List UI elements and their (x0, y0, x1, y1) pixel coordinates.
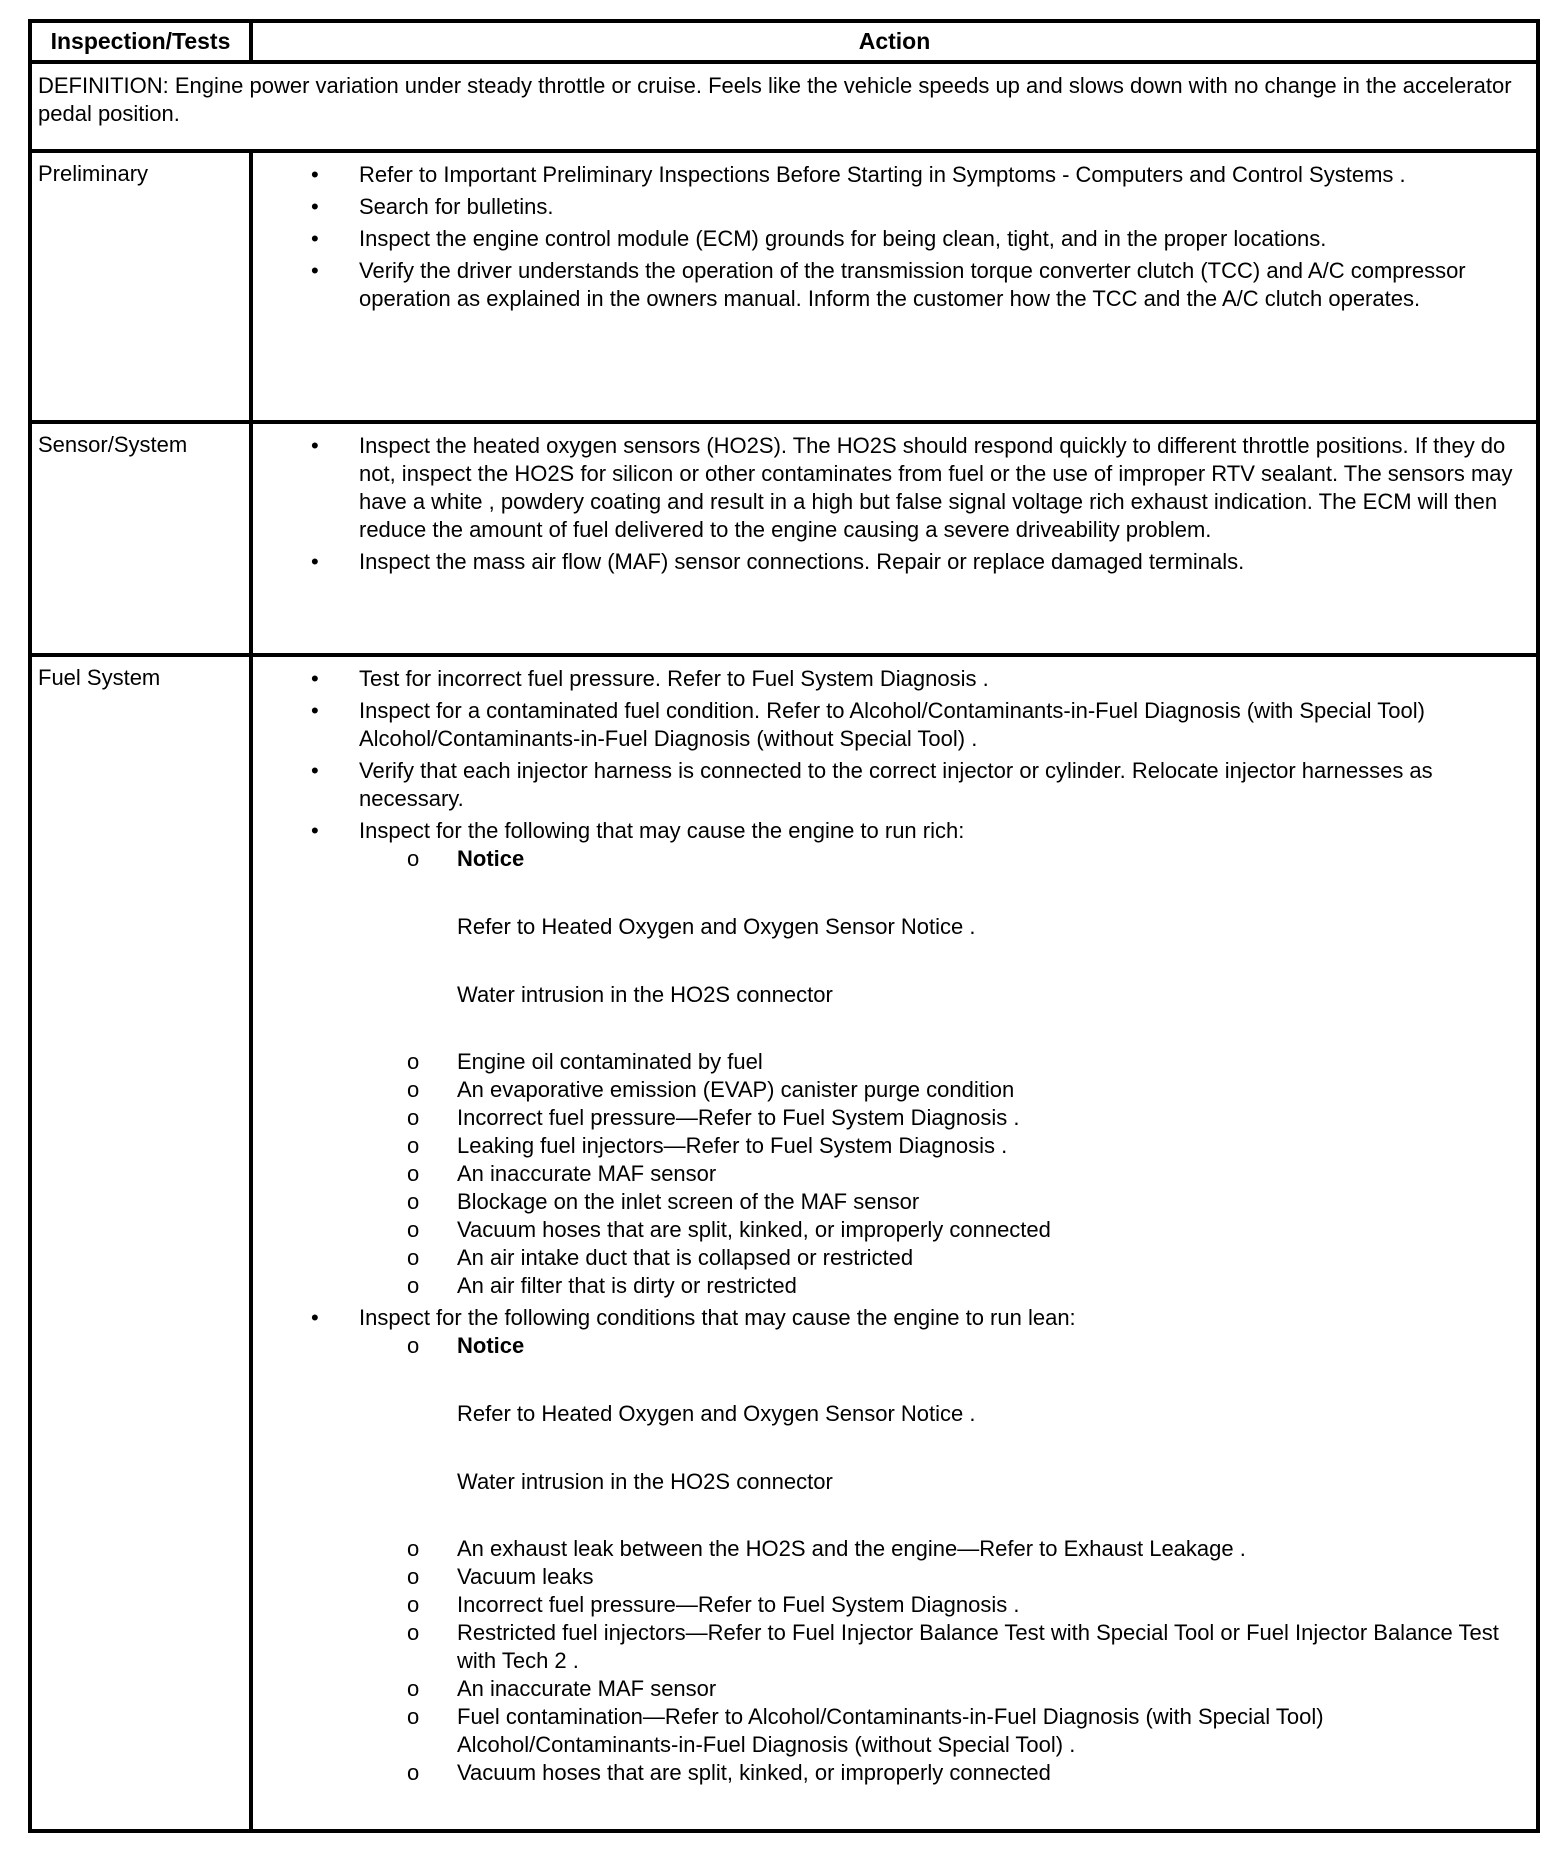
header-inspection-tests: Inspection/Tests (32, 23, 253, 60)
sub-item: o Fuel contamination—Refer to Alcohol/Contaminants-in-Fuel Diagnosis (with Special Tool) Alcohol/Contaminants-in-Fuel Diagnosis (without Special Tool) . (407, 1704, 1324, 1757)
sub-item: o An inaccurate MAF sensor (407, 1161, 717, 1186)
notice-title: Notice (457, 1333, 525, 1358)
list-item-rich: • Inspect for the following that may cause the engine to run rich: o Notice Refer to Heated Oxygen and Oxygen Sensor Notice . Water intrusion in the HO2S connector o Engine oil contaminated by fuel o An evaporative emission (EVAP) canister purge condition o Incorrect fuel pressure—Refer to Fuel System Diagnosis . o Leaking fuel injectors—Refer to Fuel System Diagnosis . o An inaccurate MAF sensor o Blockage on the inlet screen of the MAF sensor o Vacuum hoses that are split, kinked, or improperly connected o An air intake duct that is collapsed or restricted o An air filter that is dirty or restricted (253, 817, 1536, 1300)
notice-item (253, 845, 1530, 1009)
sub-item: o Incorrect fuel pressure—Refer to Fuel System Diagnosis . (407, 1592, 1020, 1617)
sub-item: o An air filter that is dirty or restricted (407, 1273, 797, 1298)
diagnostic-table (28, 19, 1540, 1833)
sub-item: o Vacuum hoses that are split, kinked, or improperly connected (407, 1217, 1051, 1242)
sub-item: o Vacuum leaks (407, 1564, 594, 1589)
bullet-icon: • (311, 162, 319, 187)
circle-bullet-icon: o (407, 1536, 420, 1561)
section-body (253, 424, 1536, 653)
list-item-lean: • Inspect for the following conditions that may cause the engine to run lean: o Notice Refer to Heated Oxygen and Oxygen Sensor Notice . Water intrusion in the HO2S connector o An exhaust leak between the HO2S and the engine—Refer to Exhaust Leakage . o Vacuum leaks o Incorrect fuel pressure—Refer to Fuel System Diagnosis . o Restricted fuel injectors—Refer to Fuel Injector Balance Test with Special Tool or Fuel Injector Balance Test with Tech 2 . o An inaccurate MAF sensor o Fuel contamination—Refer to Alcohol/Contaminants-in-Fuel Diagnosis (with Special Tool) Alcohol/Contaminants-in-Fuel Diagnosis (without Special Tool) . o Vacuum hoses that are split, kinked, or improperly connected (253, 1304, 1536, 1787)
list-item: • Refer to Important Preliminary Inspections Before Starting in Symptoms - Computers and Control Systems . (311, 162, 1406, 187)
notice-body: Refer to Heated Oxygen and Oxygen Sensor Notice . Water intrusion in the HO2S connector (457, 1401, 976, 1494)
circle-bullet-icon: o (407, 1161, 420, 1186)
bullet-icon: • (311, 666, 319, 691)
circle-bullet-icon: o (407, 1592, 420, 1617)
circle-bullet-icon: o (407, 1245, 420, 1270)
notice-title: Notice (457, 846, 525, 871)
list-item: • Inspect for a contaminated fuel condition. Refer to Alcohol/Contaminants-in-Fuel Diagnosis (with Special Tool) Alcohol/Contaminants-in-Fuel Diagnosis (without Special Tool) . (311, 698, 1425, 751)
circle-bullet-icon: o (407, 846, 420, 871)
list-item: • Test for incorrect fuel pressure. Refer to Fuel System Diagnosis . (311, 666, 989, 691)
sub-item: o An air intake duct that is collapsed or restricted (407, 1245, 914, 1270)
circle-bullet-icon: o (407, 1564, 420, 1589)
circle-bullet-icon: o (407, 1217, 420, 1242)
list-item: • Search for bulletins. (311, 194, 554, 219)
section-fuel-system (32, 657, 1536, 1829)
circle-bullet-icon: o (407, 1133, 420, 1158)
circle-bullet-icon: o (407, 1333, 420, 1358)
section-sensor-system (32, 424, 1536, 657)
table-header (32, 23, 1536, 64)
header-action: Action (858, 28, 931, 54)
list-item: • Verify the driver understands the operation of the transmission torque converter clutch (TCC) and A/C compressor operation as explained in the owners manual. Inform the customer how the TCC and the A/C clutch operates. (311, 258, 1466, 311)
sub-item: o An inaccurate MAF sensor (407, 1676, 717, 1701)
circle-bullet-icon: o (407, 1760, 420, 1785)
bullet-icon: • (311, 194, 319, 219)
circle-bullet-icon: o (407, 1077, 420, 1102)
sub-item: o Blockage on the inlet screen of the MAF sensor (407, 1189, 920, 1214)
definition-row: DEFINITION: Engine power variation under steady throttle or cruise. Feels like the vehicle speeds up and slows down with no change in the accelerator pedal position. (32, 64, 1536, 153)
bullet-icon: • (311, 433, 319, 458)
section-label: Sensor/System (32, 424, 253, 653)
bullet-icon: • (311, 818, 319, 843)
section-preliminary (32, 153, 1536, 424)
bullet-icon: • (311, 1305, 319, 1330)
sub-item: o An exhaust leak between the HO2S and the engine—Refer to Exhaust Leakage . (407, 1536, 1246, 1561)
bullet-icon: • (311, 258, 319, 283)
circle-bullet-icon: o (407, 1273, 420, 1298)
bullet-icon: • (311, 226, 319, 251)
section-body (253, 153, 1536, 420)
sub-item: o Vacuum hoses that are split, kinked, or improperly connected (407, 1760, 1051, 1785)
circle-bullet-icon: o (407, 1620, 420, 1645)
bullet-icon: • (311, 698, 319, 723)
list-item: • Inspect the mass air flow (MAF) sensor connections. Repair or replace damaged terminals. (311, 549, 1245, 574)
sub-item: o Engine oil contaminated by fuel (407, 1049, 763, 1074)
circle-bullet-icon: o (407, 1105, 420, 1130)
section-body (253, 657, 1536, 1829)
notice-body: Refer to Heated Oxygen and Oxygen Sensor Notice . Water intrusion in the HO2S connector (457, 914, 976, 1007)
section-label: Fuel System (32, 657, 253, 1829)
list-item: • Inspect the heated oxygen sensors (HO2S). The HO2S should respond quickly to different throttle positions. If they do not, inspect the HO2S for silicon or other contaminates from fuel or the use of improper RTV sealant. The sensors may have a white , powdery coating and result in a high but false signal voltage rich exhaust indication. The ECM will then reduce the amount of fuel delivered to the engine causing a severe driveability problem. (311, 433, 1513, 542)
section-label: Preliminary (32, 153, 253, 420)
sub-item: o Incorrect fuel pressure—Refer to Fuel System Diagnosis . (407, 1105, 1020, 1130)
list-item: • Verify that each injector harness is connected to the correct injector or cylinder. Relocate injector harnesses as necessary. (311, 758, 1433, 811)
bullet-icon: • (311, 758, 319, 783)
sub-item: o An evaporative emission (EVAP) canister purge condition (407, 1077, 1015, 1102)
sub-item: o Restricted fuel injectors—Refer to Fuel Injector Balance Test with Special Tool or Fuel Injector Balance Test with Tech 2 . (407, 1620, 1499, 1673)
circle-bullet-icon: o (407, 1704, 420, 1729)
circle-bullet-icon: o (407, 1676, 420, 1701)
bullet-icon: • (311, 549, 319, 574)
circle-bullet-icon: o (407, 1049, 420, 1074)
sub-item: o Leaking fuel injectors—Refer to Fuel System Diagnosis . (407, 1133, 1008, 1158)
notice-item (253, 1332, 1530, 1496)
circle-bullet-icon: o (407, 1189, 420, 1214)
list-item: • Inspect the engine control module (ECM) grounds for being clean, tight, and in the proper locations. (311, 226, 1327, 251)
